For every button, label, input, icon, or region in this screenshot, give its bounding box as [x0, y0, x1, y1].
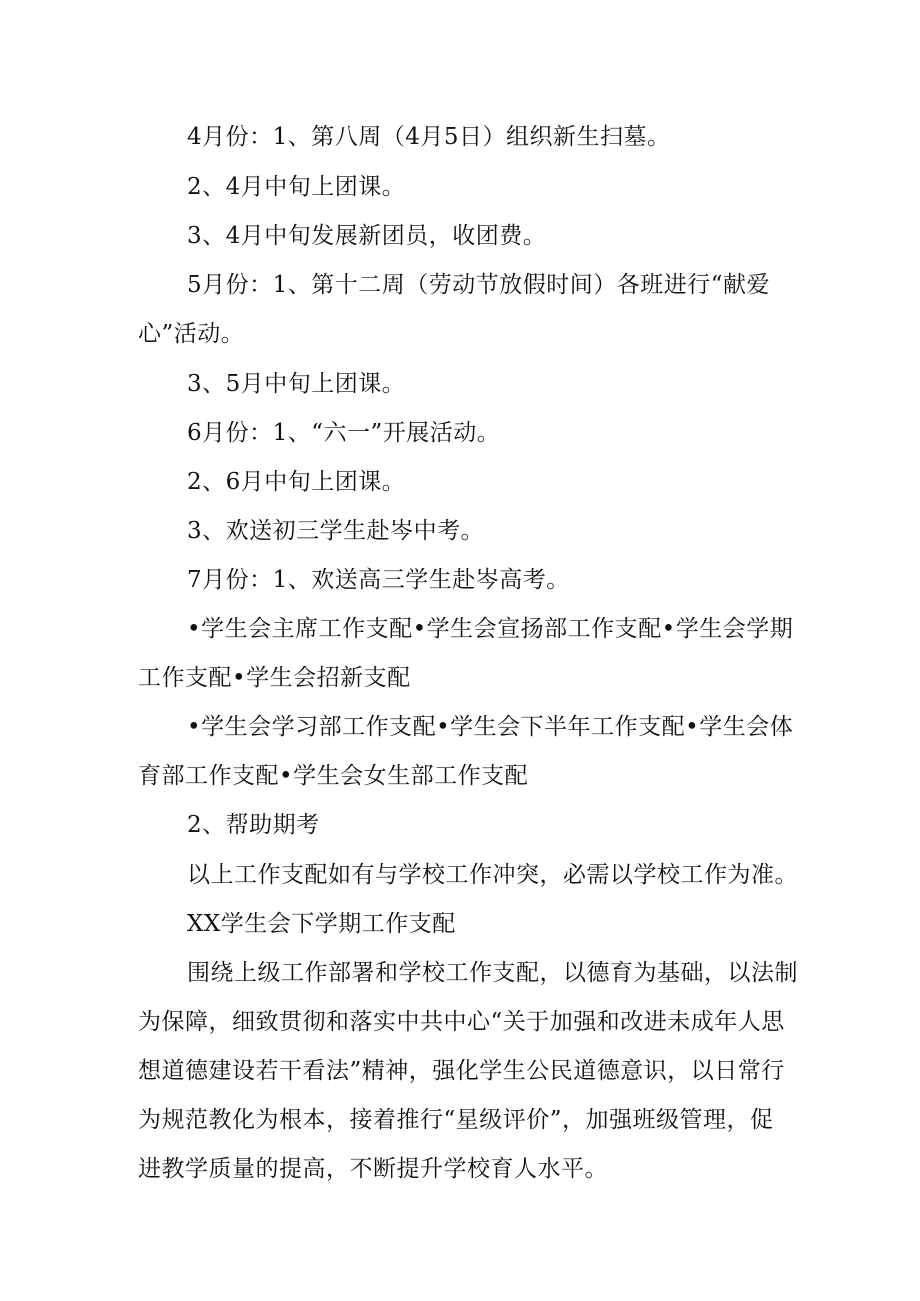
section-title: XX学生会下学期工作支配 — [187, 911, 456, 937]
paragraph-april-item-1: 4月份：1、第八周（4月5日）组织新生扫墓。 — [187, 124, 671, 150]
body-paragraph-line-3: 想道德建设若干看法”精神，强化学生公民道德意识，以日常行 — [138, 1058, 785, 1084]
paragraph-june-item-3: 3、欢送初三学生赴岑中考。 — [187, 518, 485, 544]
paragraph-may-item-3: 3、5月中旬上团课。 — [187, 371, 406, 397]
paragraph-june-item-1: 6月份：1、“六一”开展活动。 — [187, 420, 501, 446]
paragraph-conflict-note: 以上工作支配如有与学校工作冲突，必需以学校工作为准。 — [187, 862, 798, 888]
body-paragraph-line-5: 进教学质量的提高，不断提升学校育人水平。 — [138, 1156, 608, 1182]
paragraph-april-item-3: 3、4月中旬发展新团员，收团费。 — [187, 223, 547, 249]
body-paragraph-line-4: 为规范教化为根本，接着推行“星级评价”，加强班级管理，促 — [138, 1107, 774, 1133]
paragraph-april-item-2: 2、4月中旬上团课。 — [187, 174, 406, 200]
paragraph-may-item-1: 5月份：1、第十二周（劳动节放假时间）各班进行“献爱 — [187, 272, 771, 298]
related-links-line-1: •学生会主席工作支配•学生会宣扬部工作支配•学生会学期 — [187, 616, 794, 642]
body-paragraph-line-2: 为保障，细致贯彻和落实中共中心“关于加强和改进未成年人思 — [138, 1009, 785, 1035]
paragraph-may-item-1-cont: 心”活动。 — [138, 321, 245, 347]
related-links-line-1-cont: 工作支配•学生会招新支配 — [138, 665, 411, 691]
body-paragraph-line-1: 围绕上级工作部署和学校工作支配，以德育为基础，以法制 — [187, 960, 798, 986]
related-links-line-2-cont: 育部工作支配•学生会女生部工作支配 — [138, 763, 529, 789]
paragraph-help-exam: 2、帮助期考 — [187, 812, 320, 838]
related-links-line-2: •学生会学习部工作支配•学生会下半年工作支配•学生会体 — [187, 714, 794, 740]
paragraph-july-item-1: 7月份：1、欢送高三学生赴岑高考。 — [187, 567, 570, 593]
paragraph-june-item-2: 2、6月中旬上团课。 — [187, 469, 406, 495]
